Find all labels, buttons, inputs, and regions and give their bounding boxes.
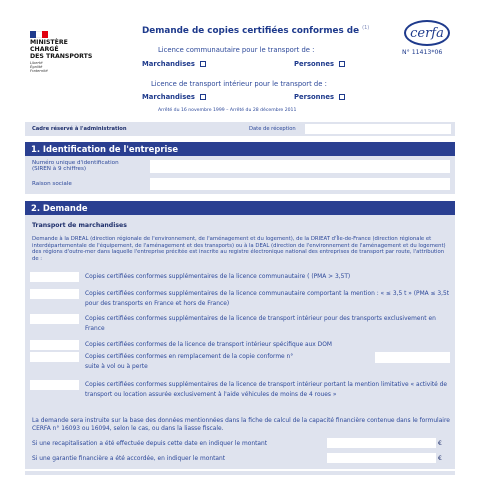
garantie-currency: € — [438, 455, 442, 462]
cerfa-logo: cerfa — [404, 20, 450, 46]
siren-label: Numéro unique d'identification (SIREN à 9 chiffres) — [32, 160, 119, 173]
copie-conforme-number-field[interactable] — [375, 352, 450, 363]
int-marchandises-checkbox[interactable]: Marchandises — [142, 93, 206, 101]
reception-date-field[interactable] — [305, 124, 451, 134]
option-communautaire-35t-label: Copies certifiées conformes supplémentaires de la licence communautaire comportant la mention : « ≤ 3,5 t » (PMA ≤ 3,5t pour des transports en France et hors de France) — [85, 291, 450, 307]
option-interieur-france-qty-field[interactable] — [30, 314, 79, 324]
option-interieur-france-label: Copies certifiées conformes supplémentaires de la licence de transport intérieur pour des transports exclusivement en France — [85, 316, 436, 332]
form-bottom-bar — [25, 471, 455, 475]
option-communautaire-label: Copies certifiées conformes supplémentaires de la licence communautaire ( (PMA > 3,5T) — [85, 274, 351, 280]
siren-field[interactable] — [150, 160, 450, 173]
option-remplacement-label: Copies certifiées conformes en remplacement de la copie conforme n° suite à vol ou à perte — [85, 354, 294, 370]
garantie-label: Si une garantie financière a été accordée, en indiquer le montant — [32, 456, 226, 462]
title-footnote: (1) — [362, 25, 370, 31]
arrete-reference: Arrêté du 16 novembre 1999 – Arrêté du 28 décembre 2011 — [158, 108, 297, 113]
section-identification-header: 1. Identification de l'entreprise — [25, 142, 455, 156]
reception-date-label: Date de réception — [249, 126, 296, 132]
raison-sociale-label: Raison sociale — [32, 181, 72, 187]
garantie-amount-field[interactable] — [327, 453, 436, 463]
admin-reserved-box — [25, 122, 455, 136]
recapitalisation-currency: € — [438, 440, 442, 447]
checkbox-icon — [339, 61, 345, 67]
instruction-note: La demande sera instruite sur la base des données mentionnées dans la fiche de calcul de la capacité financière contenue dans le formulaire CERFA n° 16093 ou 16094, selon le cas, ou dans la liasse fiscale. — [32, 418, 450, 432]
option-remplacement-qty-field[interactable] — [30, 352, 79, 362]
option-dom-label: Copies certifiées conformes de la licence de transport intérieur spécifique aux DOM — [85, 342, 332, 348]
comm-marchandises-checkbox[interactable]: Marchandises — [142, 60, 206, 68]
comm-personnes-checkbox[interactable]: Personnes — [294, 60, 345, 68]
admin-label: Cadre réservé à l'administration — [32, 126, 127, 132]
identification-panel — [25, 156, 455, 194]
section-demande-header: 2. Demande — [25, 201, 455, 215]
french-flag-icon — [30, 31, 48, 38]
licence-communautaire-label: Licence communautaire pour le transport de : — [158, 46, 315, 54]
cerfa-number: N° 11413*06 — [402, 49, 443, 56]
option-moins-4-roues-label: Copies certifiées conformes supplémentaires de la licence de transport intérieur portant la mention limitative « activité de transport ou location assurée exclusivement à l'aide véhicules de moins de 4 roues » — [85, 382, 448, 398]
option-interieur-france — [30, 314, 450, 334]
option-communautaire — [30, 272, 450, 283]
option-communautaire-35t-qty-field[interactable] — [30, 289, 79, 299]
republic-motto: Liberté Égalité Fraternité — [30, 61, 48, 73]
option-moins-4-roues — [30, 380, 450, 410]
licence-interieur-label: Licence de transport intérieur pour le transport de : — [151, 80, 327, 88]
int-personnes-checkbox[interactable]: Personnes — [294, 93, 345, 101]
raison-sociale-field[interactable] — [150, 178, 450, 190]
option-moins-4-roues-qty-field[interactable] — [30, 380, 79, 390]
recapitalisation-label: Si une recapitalisation a été effectuée depuis cette date en indiquer le montant — [32, 441, 268, 447]
transport-marchandises-heading: Transport de marchandises — [32, 222, 127, 229]
option-communautaire-qty-field[interactable] — [30, 272, 79, 282]
checkbox-icon — [339, 94, 345, 100]
option-communautaire-35t — [30, 289, 450, 309]
option-remplacement — [30, 352, 450, 372]
option-dom-qty-field[interactable] — [30, 340, 79, 350]
checkbox-icon — [200, 94, 206, 100]
ministry-name: MINISTÈRE CHARGÉ DES TRANSPORTS — [30, 39, 93, 60]
demande-intro-text: Demande à la DREAL (direction régionale de l'environnement, de l'aménagement et du logement), de la DRIEAT d'Île-de-France (direction régionale et interdépartementale de l'équipement, de l'aménagement et des transports) ou à la DEAL (direction de l'environnement de l'aménagement et du logement) des régions d'outre-mer dans laquelle l'entreprise précitée est inscrite au registre électronique national des entreprises de transport par route, l'attribution de : — [32, 236, 446, 262]
option-dom — [30, 340, 450, 351]
checkbox-icon — [200, 61, 206, 67]
recapitalisation-amount-field[interactable] — [327, 438, 436, 448]
form-title: Demande de copies certifiées conformes de $^{(1)}$ — [142, 25, 370, 36]
